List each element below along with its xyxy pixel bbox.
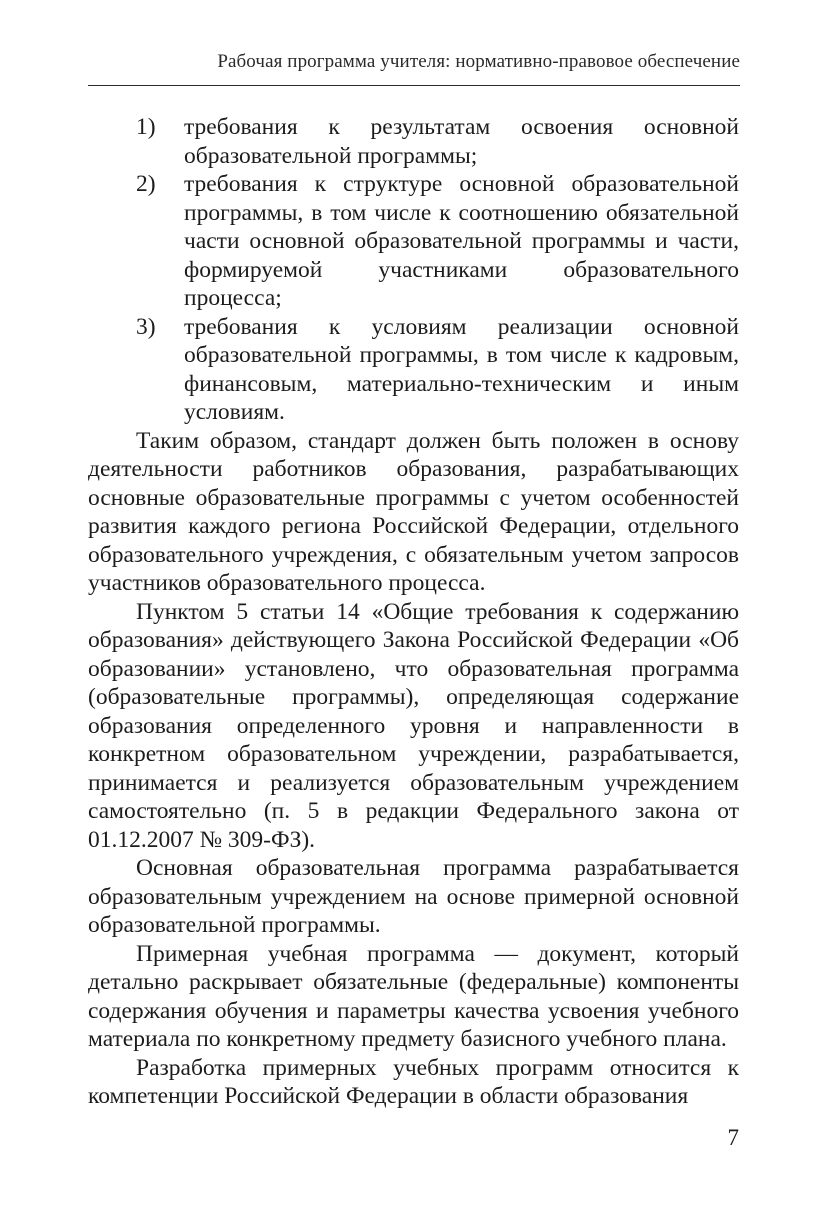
body-text [88,113,739,1111]
list-item [88,113,739,170]
paragraph: Пунктом 5 статьи 14 «Общие требования к содержанию образования» действующего Закона Российской Федерации «Об образовании» установлено, что образовательная программа (образовательные программы), определяющая содержание образования определенного уровня и направленности в конкретном образовательном учреждении, разрабатывается, принимается и реализуется образовательным учреждением самостоятельно (п. 5 в редакции Федерального закона от 01.12.2007 № 309-ФЗ). [88,598,739,853]
page-number: 7 [727,1125,739,1150]
list-item-number: 3) [136,313,156,340]
list-item-text: требования к структуре основной образовательной программы, в том числе к соотношению обязательной части основной образовательной программы и части, формируемой участниками образовательного процесса; [184,171,739,311]
paragraph: Разработка примерных учебных программ относится к компетенции Российской Федерации в области образования [88,1054,739,1109]
list-item-number: 1) [136,114,156,140]
paragraph: Примерная учебная программа — документ, который детально раскрывает обязательные (федеральные) компоненты содержания обучения и параметры качества усвоения учебного материала по конкретному предмету базисного учебного плана. [88,940,739,1052]
list-item [88,313,739,427]
running-header: Рабочая программа учителя: нормативно-правовое обеспечение [217,51,740,72]
list-item-text: требования к результатам освоения основной образовательной программы; [184,114,739,169]
header-rule [88,85,740,86]
paragraph: Таким образом, стандарт должен быть положен в основу деятельности работников образования, разрабатывающих основные образовательные программы с учетом особенностей развития каждого региона Российской Федерации, отдельного образовательного учреждения, с обязательным учетом запросов участников образовательного процесса. [88,427,739,596]
list-item-text: требования к условиям реализации основной образовательной программы, в том числе к кадровым, финансовым, материально-техническим и иным условиям. [184,313,739,425]
paragraph: Основная образовательная программа разрабатывается образовательным учреждением на основе примерной основной образовательной программы. [88,855,739,938]
list-item-number: 2) [136,171,156,197]
list-item [88,170,739,313]
requirements-list [88,113,739,427]
